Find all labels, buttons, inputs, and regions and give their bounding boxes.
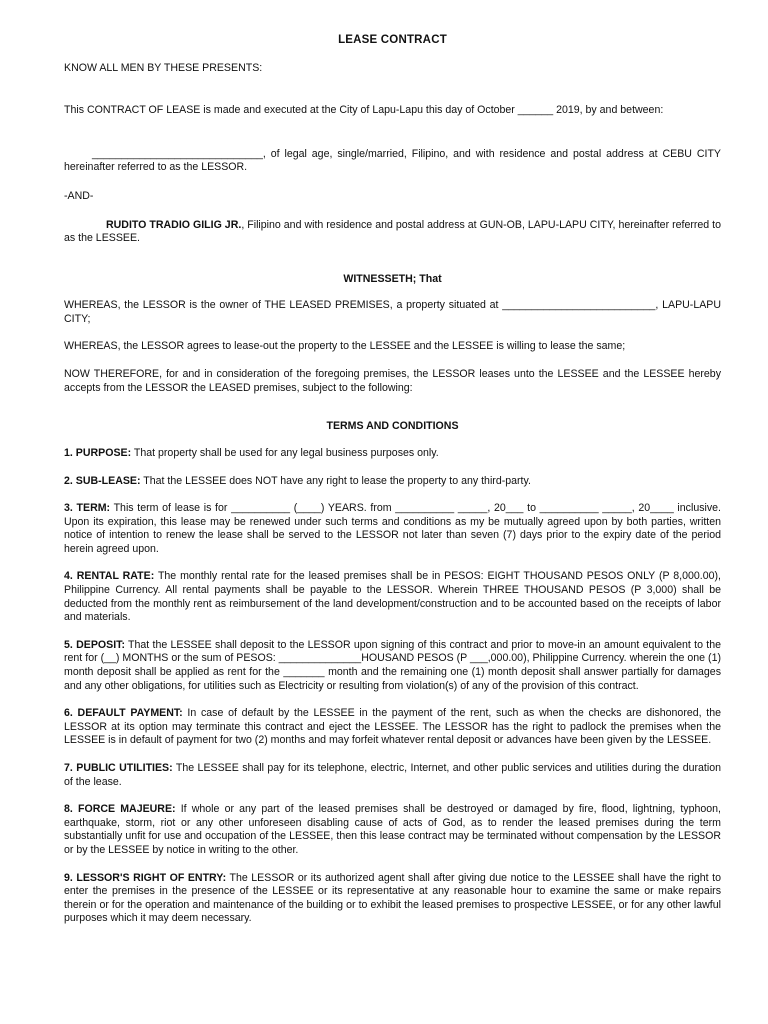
clause-purpose (64, 447, 721, 461)
clause-heading: 4. RENTAL RATE: (64, 570, 155, 583)
document-title: LEASE CONTRACT (338, 34, 447, 46)
clause-term (64, 502, 721, 556)
clause-force-majeure (64, 803, 721, 857)
clause-heading: 5. DEPOSIT: (64, 638, 125, 651)
clause-body: The monthly rental rate for the leased premises shall be in PESOS: EIGHT THOUSAND PESOS ONLY (P 8,000.00), Philippine Currency. All rental payments shall be payable to the LESSOR. Wherein THREE THOUSAND PESOS (P 3,000) shall be deducted from the monthly rent as reimbursement of the land development/construction and to be accounted based on the receipts of labor and materials. (64, 570, 721, 624)
clause-heading: 9. LESSOR'S RIGHT OF ENTRY: (64, 871, 227, 884)
clause-heading: 2. SUB-LEASE: (64, 474, 141, 487)
whereas-agrees-paragraph: WHEREAS, the LESSOR agrees to lease-out the property to the LESSEE and the LESSEE is willing to lease the same; (64, 339, 626, 352)
lessor-paragraph: _____________________________, of legal age, single/married, Filipino, and with residence and postal address at CEBU CITY hereinafter referred to as the LESSOR. (64, 147, 721, 174)
clause-sub-lease (64, 475, 721, 489)
now-therefore-paragraph: NOW THEREFORE, for and in consideration of the foregoing premises, the LESSOR leases unto the LESSEE and the LESSEE hereby accepts from the LESSOR the LEASED premises, subject to the following: (64, 368, 721, 394)
clause-default-payment (64, 707, 721, 748)
lessee-details: , Filipino and with residence and postal address at GUN-OB, LAPU-LAPU CITY, hereinafter referred to as the LESSEE. (64, 218, 721, 245)
lessee-name: RUDITO TRADIO GILIG JR. (106, 218, 242, 231)
clause-body: The LESSEE shall pay for its telephone, electric, Internet, and other public services and utilities during the duration of the lease. (64, 762, 721, 788)
clause-body: This term of lease is for __________ (____) YEARS. from __________ _____, 20___ to __________ _____, 20____ inclusive. Upon its expiration, this lease may be renewed under such terms and conditions as my be mutually agreed upon by both parties, written notice of intention to renew the lease shall be served to the LESSOR not later than seven (7) days prior to the expiry date of the period herein agreed upon. (64, 502, 721, 555)
clause-body: In case of default by the LESSEE in the payment of the rent, such as when the checks are dishonored, the LESSOR at its option may terminate this contract and eject the LESSEE. The LESSOR has the right to padlock the premises when the LESSEE is in default of payment for two (2) months and may forfeit whatever rental deposit or advances have been given by the LESSEE. (64, 707, 722, 747)
clause-public-utilities (64, 762, 721, 789)
clause-right-of-entry (64, 872, 721, 926)
clause-heading: 6. DEFAULT PAYMENT: (64, 707, 183, 720)
clause-body: That the LESSEE shall deposit to the LESSOR upon signing of this contract and prior to move-in an amount equivalent to the rent for (__) MONTHS or the sum of PESOS: ______________HOUSAND PESOS (P ___,000.00), Philippine Currency. wherein the one (1) month deposit shall be applied as rent for the _______ month and the remaining one (1) month deposit shall answer partially for damages and any other obligations, for utilities such as Electricity or resulting from violation(s) of any of the provision of this contract. (64, 638, 721, 692)
witnesseth-heading: WITNESSETH; That (343, 272, 442, 285)
know-all-men-line: KNOW ALL MEN BY THESE PRESENTS: (64, 61, 263, 74)
clause-heading: 7. PUBLIC UTILITIES: (64, 762, 173, 774)
clause-heading: 3. TERM: (64, 502, 111, 515)
clause-body: That the LESSEE does NOT have any right to lease the property to any third-party. (140, 474, 531, 487)
whereas-owner-paragraph: WHEREAS, the LESSOR is the owner of THE LEASED PREMISES, a property situated at __________________________, LAPU-LAPU CITY; (64, 299, 721, 325)
clause-heading: 8. FORCE MAJEURE: (64, 803, 176, 816)
clause-deposit (64, 639, 721, 693)
lessee-paragraph (64, 219, 721, 246)
terms-heading: TERMS AND CONDITIONS (326, 420, 459, 433)
intro-paragraph: This CONTRACT OF LEASE is made and executed at the City of Lapu-Lapu this day of October ______ 2019, by and between: (64, 104, 664, 117)
and-separator: -AND- (64, 189, 94, 202)
clause-heading: 1. PURPOSE: (64, 446, 132, 459)
clause-rental-rate (64, 570, 721, 624)
clause-body: That property shall be used for any legal business purposes only. (131, 446, 439, 459)
clause-body: The LESSOR or its authorized agent shall after giving due notice to the LESSEE shall have the right to enter the premises in the presence of the LESSEE or its representative at any reasonable hour to examine the same or make repairs therein or for the operation and maintenance of the building or to exhibit the leased premises to prospective LESSEE, or for any other lawful purposes which it may deem necessary. (64, 871, 721, 925)
clause-body: If whole or any part of the leased premises shall be destroyed or damaged by fire, flood, lightning, typhoon, earthquake, storm, riot or any other unforeseen disabling cause of acts of God, as to render the leased premises during the term substantially unfit for use and occupation of the LESSEE, then this lease contract may be terminated without compensation by the LESSOR or by the LESSEE by notice in writing to the other. (64, 803, 721, 856)
